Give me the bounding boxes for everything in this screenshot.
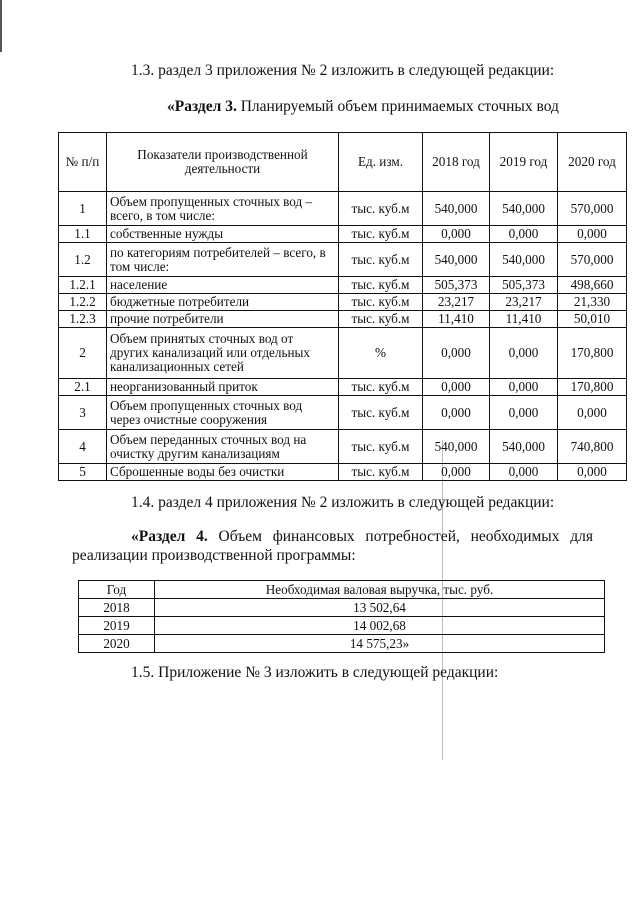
table-row bbox=[59, 226, 627, 243]
row-unit: тыс. куб.м bbox=[339, 243, 423, 277]
row-value-2018: 540,000 bbox=[423, 430, 490, 464]
row-value-2019: 540,000 bbox=[490, 192, 558, 226]
section-3-heading-text: Планируемый объем принимаемых сточных вод bbox=[240, 98, 559, 115]
table-header-row bbox=[79, 581, 605, 599]
table-row bbox=[59, 311, 627, 328]
row-value-2020: 740,800 bbox=[558, 430, 627, 464]
row-value-2018: 0,000 bbox=[423, 328, 490, 379]
row-value-2020: 50,010 bbox=[558, 311, 627, 328]
row-value-2020: 0,000 bbox=[558, 464, 627, 481]
page-edge-mark bbox=[0, 0, 2, 52]
row-value-2018: 0,000 bbox=[423, 226, 490, 243]
row-value-2019: 540,000 bbox=[490, 430, 558, 464]
row-value-2019: 0,000 bbox=[490, 396, 558, 430]
col-header-2018: 2018 год bbox=[423, 133, 490, 192]
row-number: 5 bbox=[59, 464, 107, 481]
row-indicator: Объем пропущенных сточных вод – всего, в том числе: bbox=[107, 192, 339, 226]
row-unit: % bbox=[339, 328, 423, 379]
col-header-number: № п/п bbox=[59, 133, 107, 192]
row-value-2018: 540,000 bbox=[423, 243, 490, 277]
row-value-2018: 0,000 bbox=[423, 464, 490, 481]
table-row bbox=[79, 617, 605, 635]
row-indicator: бюджетные потребители bbox=[107, 294, 339, 311]
table-row bbox=[79, 635, 605, 653]
row-value-2019: 0,000 bbox=[490, 328, 558, 379]
col-header-unit: Ед. изм. bbox=[339, 133, 423, 192]
row-unit: тыс. куб.м bbox=[339, 226, 423, 243]
section-3-heading bbox=[167, 98, 559, 116]
col-header-2020: 2020 год bbox=[558, 133, 627, 192]
section-4-instruction: 1.4. раздел 4 приложения № 2 изложить в следующей редакции: bbox=[131, 494, 555, 511]
row-value-2020: 0,000 bbox=[558, 226, 627, 243]
row-unit: тыс. куб.м bbox=[339, 396, 423, 430]
row-value-2020: 570,000 bbox=[558, 243, 627, 277]
row-unit: тыс. куб.м bbox=[339, 294, 423, 311]
row-revenue: 14 575,23» bbox=[155, 635, 605, 653]
col-header-revenue: Необходимая валовая выручка, тыс. руб. bbox=[155, 581, 605, 599]
row-number: 1.2.3 bbox=[59, 311, 107, 328]
row-unit: тыс. куб.м bbox=[339, 277, 423, 294]
row-year: 2020 bbox=[79, 635, 155, 653]
row-value-2018: 11,410 bbox=[423, 311, 490, 328]
row-number: 3 bbox=[59, 396, 107, 430]
table-row bbox=[59, 464, 627, 481]
row-number: 2.1 bbox=[59, 379, 107, 396]
row-value-2019: 505,373 bbox=[490, 277, 558, 294]
row-number: 4 bbox=[59, 430, 107, 464]
row-unit: тыс. куб.м bbox=[339, 464, 423, 481]
row-indicator: Объем принятых сточных вод от других канализаций или отдельных канализационных сетей bbox=[107, 328, 339, 379]
table-row bbox=[79, 599, 605, 617]
appendix-3-instruction: 1.5. Приложение № 3 изложить в следующей редакции: bbox=[131, 664, 499, 681]
row-value-2018: 0,000 bbox=[423, 379, 490, 396]
row-value-2018: 540,000 bbox=[423, 192, 490, 226]
row-value-2018: 505,373 bbox=[423, 277, 490, 294]
table-row bbox=[59, 294, 627, 311]
row-indicator: Сброшенные воды без очистки bbox=[107, 464, 339, 481]
section-4-heading-text: Объем финансовых потребностей, необходимых для bbox=[218, 528, 594, 545]
row-value-2019: 0,000 bbox=[490, 226, 558, 243]
row-value-2020: 170,800 bbox=[558, 328, 627, 379]
row-indicator: по категориям потребителей – всего, в том числе: bbox=[107, 243, 339, 277]
row-number: 1.2.1 bbox=[59, 277, 107, 294]
row-value-2020: 0,000 bbox=[558, 396, 627, 430]
row-year: 2018 bbox=[79, 599, 155, 617]
row-number: 1 bbox=[59, 192, 107, 226]
row-value-2019: 540,000 bbox=[490, 243, 558, 277]
row-number: 1.2.2 bbox=[59, 294, 107, 311]
row-number: 1.2 bbox=[59, 243, 107, 277]
row-value-2020: 170,800 bbox=[558, 379, 627, 396]
section-3-instruction: 1.3. раздел 3 приложения № 2 изложить в следующей редакции: bbox=[131, 62, 555, 79]
table-row bbox=[59, 379, 627, 396]
table-row bbox=[59, 243, 627, 277]
row-year: 2019 bbox=[79, 617, 155, 635]
wastewater-volume-table bbox=[58, 132, 627, 481]
row-unit: тыс. куб.м bbox=[339, 430, 423, 464]
table-header-row bbox=[59, 133, 627, 192]
row-indicator: Объем переданных сточных вод на очистку другим канализациям bbox=[107, 430, 339, 464]
row-unit: тыс. куб.м bbox=[339, 192, 423, 226]
row-indicator: неорганизованный приток bbox=[107, 379, 339, 396]
row-value-2019: 23,217 bbox=[490, 294, 558, 311]
row-indicator: население bbox=[107, 277, 339, 294]
section-4-heading-bold: «Раздел 4. bbox=[131, 528, 208, 545]
row-value-2018: 23,217 bbox=[423, 294, 490, 311]
table-row bbox=[59, 277, 627, 294]
row-unit: тыс. куб.м bbox=[339, 311, 423, 328]
col-header-year: Год bbox=[79, 581, 155, 599]
section-4-heading-line-2: реализации производственной программы: bbox=[72, 547, 356, 564]
row-unit: тыс. куб.м bbox=[339, 379, 423, 396]
table-row bbox=[59, 192, 627, 226]
row-indicator: собственные нужды bbox=[107, 226, 339, 243]
row-value-2020: 498,660 bbox=[558, 277, 627, 294]
row-value-2019: 0,000 bbox=[490, 464, 558, 481]
row-value-2019: 0,000 bbox=[490, 379, 558, 396]
col-header-indicator: Показатели производственной деятельности bbox=[107, 133, 339, 192]
section-4-heading-line-1 bbox=[131, 528, 593, 546]
row-indicator: прочие потребители bbox=[107, 311, 339, 328]
revenue-table bbox=[78, 580, 605, 653]
row-value-2020: 570,000 bbox=[558, 192, 627, 226]
row-revenue: 13 502,64 bbox=[155, 599, 605, 617]
table-row bbox=[59, 328, 627, 379]
row-indicator: Объем пропущенных сточных вод через очистные сооружения bbox=[107, 396, 339, 430]
row-value-2018: 0,000 bbox=[423, 396, 490, 430]
table-row bbox=[59, 396, 627, 430]
row-revenue: 14 002,68 bbox=[155, 617, 605, 635]
table-row bbox=[59, 430, 627, 464]
section-3-heading-bold: «Раздел 3. bbox=[167, 98, 237, 115]
row-value-2020: 21,330 bbox=[558, 294, 627, 311]
row-number: 1.1 bbox=[59, 226, 107, 243]
row-number: 2 bbox=[59, 328, 107, 379]
row-value-2019: 11,410 bbox=[490, 311, 558, 328]
col-header-2019: 2019 год bbox=[490, 133, 558, 192]
